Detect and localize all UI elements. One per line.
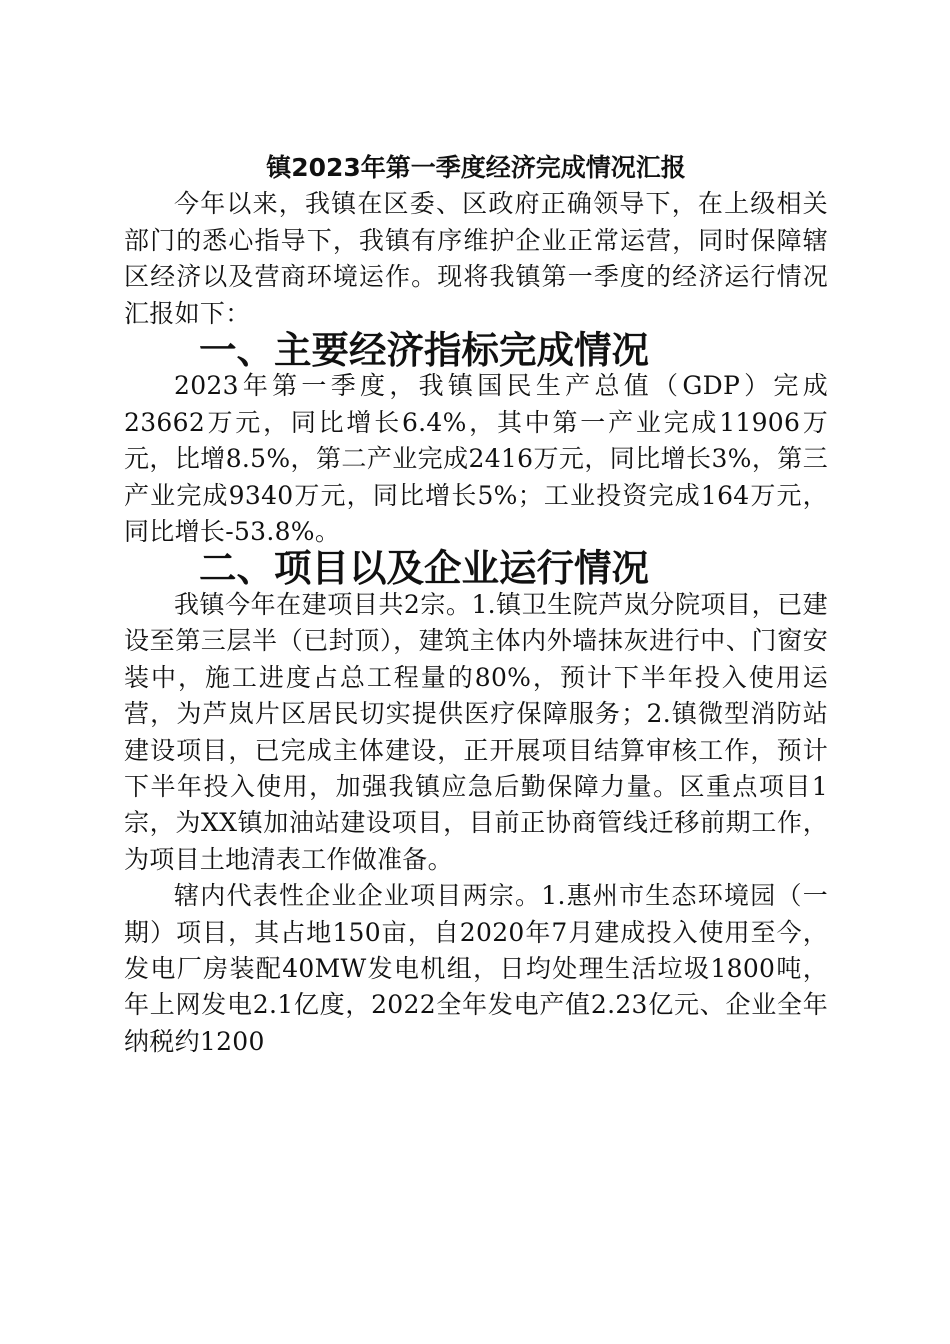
section-2-paragraph-2: 辖内代表性企业企业项目两宗。1.惠州市生态环境园（一期）项目，其占地150亩，自2020年7月建成投入使用至今，发电厂房装配40MW发电机组，日均处理生活垃圾1800吨，年上网发电2.1亿度，2022全年发电产值2.23亿元、企业全年纳税约1200	[124, 881, 828, 1056]
section-1-heading: 一、主要经济指标完成情况	[199, 328, 649, 373]
document-title: 镇2023年第一季度经济完成情况汇报	[266, 153, 686, 182]
section-2-heading: 二、项目以及企业运行情况	[199, 546, 649, 591]
section-1-paragraph: 2023年第一季度，我镇国民生产总值（GDP）完成23662万元，同比增长6.4%，其中第一产业完成11906万元，比增8.5%，第二产业完成2416万元，同比增长3%，第三产业完成9340万元，同比增长5%；工业投资完成164万元，同比增长-53.8%。	[124, 371, 828, 547]
intro-paragraph: 今年以来，我镇在区委、区政府正确领导下，在上级相关部门的悉心指导下，我镇有序维护企业正常运营，同时保障辖区经济以及营商环境运作。现将我镇第一季度的经济运行情况汇报如下：	[124, 189, 828, 328]
section-2-paragraph-1: 我镇今年在建项目共2宗。1.镇卫生院芦岚分院项目，已建设至第三层半（已封顶），建筑主体内外墙抹灰进行中、门窗安装中，施工进度占总工程量的80%，预计下半年投入使用运营，为芦岚片区居民切实提供医疗保障服务；2.镇微型消防站建设项目，已完成主体建设，正开展项目结算审核工作，预计下半年投入使用，加强我镇应急后勤保障力量。区重点项目1宗，为XX镇加油站建设项目，目前正协商管线迁移前期工作，为项目土地清表工作做准备。	[124, 589, 828, 874]
document-body	[124, 150, 828, 1060]
